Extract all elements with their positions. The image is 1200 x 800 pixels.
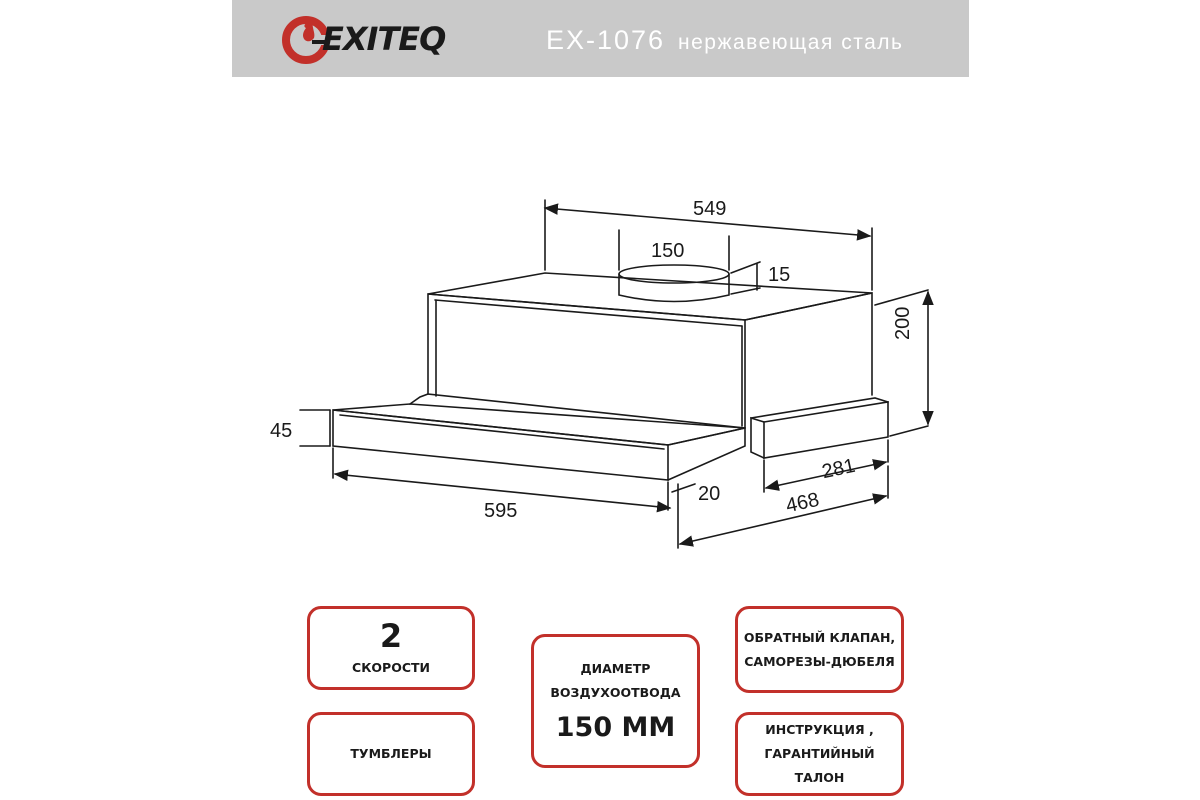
dim-width-top: 549 [693,198,727,220]
model-number: EX-1076 [546,25,666,55]
dim-duct-height: 15 [768,264,791,286]
dim-width-front: 595 [484,500,518,522]
brand-name: EXITEQ [322,20,446,58]
switches-label: ТУМБЛЕРЫ [350,746,432,761]
sliding-panel-side [668,428,745,480]
duct-label-line2: ВОЗДУХООТВОДА [550,685,681,700]
kit-line1: ОБРАТНЫЙ КЛАПАН, [743,629,896,645]
duct-diameter-box [531,634,700,768]
right-bracket [764,402,888,458]
sliding-panel-top [333,404,745,445]
duct-value: 150 ММ [555,712,676,743]
material-label: нержавеющая сталь [678,31,904,54]
dim-depth-inner: 281 [819,454,858,484]
speeds-value: 2 [379,617,403,655]
docs-box [735,712,904,796]
docs-line2: ГАРАНТИЙНЫЙ ТАЛОН [764,746,875,785]
switches-box [307,712,475,796]
dim-panel-height: 45 [270,420,293,442]
dim-depth-total: 468 [783,488,822,518]
speeds-box [307,606,475,690]
housing-front-inner [435,300,742,326]
kit-line2: САМОРЕЗЫ-ДЮБЕЛЯ [744,653,895,669]
sliding-panel-front [333,410,668,480]
dim-height: 200 [892,306,914,340]
dim-gap: 20 [698,483,721,505]
housing-side-face [745,293,872,395]
docs-line1: ИНСТРУКЦИЯ , [765,722,874,737]
speeds-label: СКОРОСТИ [352,660,430,675]
kit-box [735,606,904,693]
dim-duct-diameter: 150 [651,240,685,262]
duct-label-line1: ДИАМЕТР [580,661,651,676]
